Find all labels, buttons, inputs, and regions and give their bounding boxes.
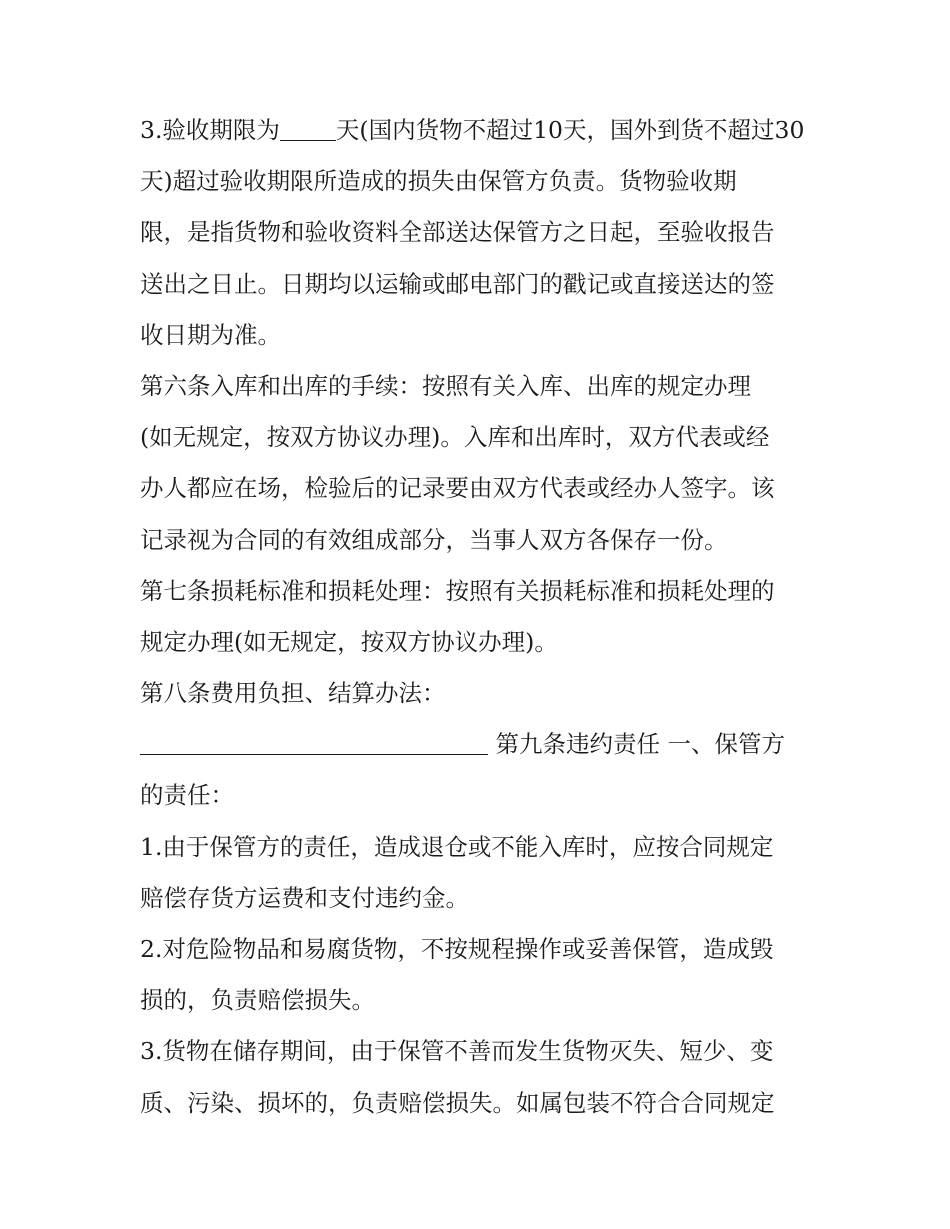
text-line-2 (140, 156, 815, 207)
fill-in-blank (140, 754, 488, 755)
text-line-11 (140, 617, 815, 668)
line-text: 记录视为合同的有效组成部分，当事人双方各保存一份。 (140, 525, 728, 554)
line-text: 的责任： (140, 781, 234, 810)
text-line-19 (140, 1026, 815, 1077)
line-text-post: 天(国内货物不超过10天，国外到货不超过30 (335, 116, 805, 144)
line-text: 2.对危险物品和易腐货物，不按规程操作或妥善保管，造成毁 (140, 935, 774, 963)
text-line-17 (140, 924, 815, 975)
text-line-14 (140, 770, 815, 821)
line-text: 1.由于保管方的责任，造成退仓或不能入库时，应按合同规定 (140, 832, 774, 861)
text-line-13 (140, 719, 815, 770)
fill-in-blank (280, 140, 336, 141)
text-line-10 (140, 566, 815, 617)
line-text: 办人都应在场，检验后的记录要由双方代表或经办人签字。该 (140, 474, 775, 503)
text-line-9 (140, 515, 815, 566)
text-line-7 (140, 412, 815, 463)
text-line-4 (140, 259, 815, 310)
line-text-post: 第九条违约责任 一、保管方 (488, 730, 785, 759)
line-text: 第六条入库和出库的手续：按照有关入库、出库的规定办理 (140, 371, 751, 400)
text-line-3 (140, 207, 815, 258)
text-line-20 (140, 1078, 815, 1129)
line-text: 规定办理(如无规定，按双方协议办理)。 (140, 627, 558, 656)
line-text: 送出之日止。日期均以运输或邮电部门的戳记或直接送达的签 (140, 269, 775, 298)
text-line-18 (140, 975, 815, 1026)
line-text: 质、污染、损坏的，负责赔偿损失。如属包装不符合合同规定 (140, 1088, 775, 1117)
line-text: 第七条损耗标准和损耗处理：按照有关损耗标准和损耗处理的 (140, 576, 775, 605)
text-line-15 (140, 822, 815, 873)
text-line-16 (140, 873, 815, 924)
line-text: 3.货物在储存期间，由于保管不善而发生货物灭失、短少、变 (140, 1037, 774, 1066)
text-line-1 (140, 105, 815, 156)
line-text: 损的，负责赔偿损失。 (140, 986, 375, 1015)
text-line-12 (140, 668, 815, 719)
text-line-6 (140, 361, 815, 412)
line-text: 天)超过验收期限所造成的损失由保管方负责。货物验收期 (140, 167, 737, 196)
line-text: 限，是指货物和验收资料全部送达保管方之日起，至验收报告 (140, 218, 775, 247)
text-line-5 (140, 310, 815, 361)
line-text: (如无规定，按双方协议办理)。入库和出库时，双方代表或经 (140, 423, 770, 452)
line-text: 第八条费用负担、结算办法： (140, 679, 446, 708)
line-text-pre: 3.验收期限为 (140, 116, 280, 144)
text-line-8 (140, 463, 815, 514)
line-text: 赔偿存货方运费和支付违约金。 (140, 883, 469, 912)
line-text: 收日期为准。 (140, 320, 281, 349)
document-body (140, 105, 815, 1129)
